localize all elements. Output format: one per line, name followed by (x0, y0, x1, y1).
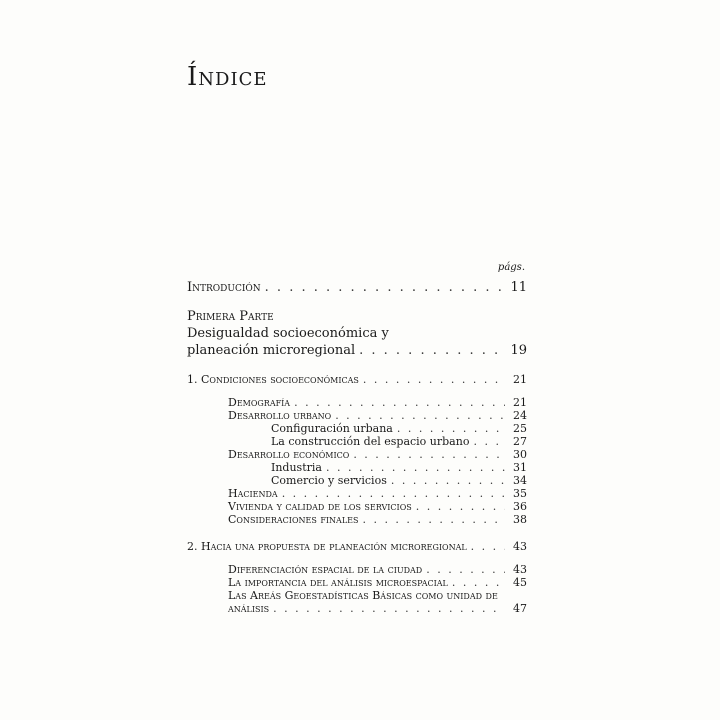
toc-entry-text: Vivienda y calidad de los servicios (228, 500, 412, 513)
toc-entry-diferenciacion[interactable] (187, 563, 527, 576)
toc-entry-page: 21 (513, 373, 527, 386)
toc-entry-page: 43 (513, 563, 527, 576)
dot-leader (471, 540, 505, 553)
toc-entry-industria[interactable] (187, 461, 527, 474)
table-of-contents (187, 262, 527, 615)
toc-entry-desarrollo-urbano[interactable] (187, 409, 527, 422)
toc-chapter-1[interactable] (187, 373, 527, 386)
toc-entry-desarrollo-economico[interactable] (187, 448, 527, 461)
toc-entry-comercio[interactable] (187, 474, 527, 487)
toc-entry-page: 38 (513, 513, 527, 526)
toc-entry-page: 31 (513, 461, 527, 474)
page-title: Índice (187, 62, 268, 92)
dot-leader (359, 342, 505, 359)
toc-entry-ageb[interactable] (187, 602, 527, 615)
toc-entry-page: 27 (513, 435, 527, 448)
toc-entry-page: 35 (513, 487, 527, 500)
toc-entry-ageb-line: Las Areás Geoestadísticas Básicas como unidad de (228, 589, 498, 602)
dot-leader (273, 602, 505, 615)
toc-entry-page: 45 (513, 576, 527, 589)
toc-entry-page: 47 (513, 602, 527, 615)
toc-chapter-2[interactable] (187, 540, 527, 553)
toc-entry-page: 34 (513, 474, 527, 487)
toc-entry-text: Industria (271, 461, 322, 474)
dot-leader (282, 487, 505, 500)
toc-entry-text: Desarrollo económico (228, 448, 350, 461)
pages-label: págs. (497, 262, 525, 273)
dot-leader (452, 576, 505, 589)
toc-entry-introduccion[interactable] (187, 279, 527, 296)
dot-leader (265, 279, 505, 296)
toc-entry-page: 25 (513, 422, 527, 435)
dot-leader (426, 563, 505, 576)
toc-entry-text: Configuración urbana (271, 422, 393, 435)
toc-entry-text: planeación microregional (187, 343, 356, 358)
part-title-line: Desigualdad socioeconómica y (187, 326, 389, 341)
toc-entry-text: La construcción del espacio urbano (271, 435, 470, 448)
toc-entry-construccion[interactable] (187, 435, 527, 448)
dot-leader (294, 396, 505, 409)
toc-entry-configuracion[interactable] (187, 422, 527, 435)
toc-entry-text: Hacienda (228, 487, 278, 500)
dot-leader (363, 373, 505, 386)
toc-entry-page: 11 (510, 280, 527, 295)
toc-entry-planeacion[interactable] (187, 342, 527, 359)
dot-leader (335, 409, 505, 422)
toc-entry-text: La importancia del análisis microespacial (228, 576, 448, 589)
toc-entry-page: 30 (513, 448, 527, 461)
toc-entry-vivienda[interactable] (187, 500, 527, 513)
toc-entry-text: Demografía (228, 396, 291, 409)
toc-entry-text: 2. Hacia una propuesta de planeación microregional (187, 540, 467, 553)
toc-entry-page: 24 (513, 409, 527, 422)
toc-entry-text: análisis (228, 602, 270, 615)
toc-entry-demografia[interactable] (187, 396, 527, 409)
toc-entry-text: Consideraciones finales (228, 513, 359, 526)
dot-leader (473, 435, 505, 448)
toc-entry-page: 19 (510, 343, 527, 358)
part-label: Primera Parte (187, 309, 274, 324)
toc-entry-text: Desarrollo urbano (228, 409, 332, 422)
toc-entry-hacienda[interactable] (187, 487, 527, 500)
toc-entry-page: 36 (513, 500, 527, 513)
toc-entry-text: Diferenciación espacial de la ciudad (228, 563, 423, 576)
dot-leader (391, 474, 505, 487)
dot-leader (353, 448, 505, 461)
toc-entry-page: 21 (513, 396, 527, 409)
toc-entry-consideraciones[interactable] (187, 513, 527, 526)
toc-entry-importancia[interactable] (187, 576, 527, 589)
toc-entry-text: Comercio y servicios (271, 474, 387, 487)
dot-leader (397, 422, 505, 435)
toc-entry-text: 1. Condiciones socioeconómicas (187, 373, 359, 386)
toc-entry-text: Introdución (187, 280, 261, 295)
dot-leader (362, 513, 505, 526)
dot-leader (326, 461, 505, 474)
toc-entry-page: 43 (513, 540, 527, 553)
dot-leader (416, 500, 505, 513)
